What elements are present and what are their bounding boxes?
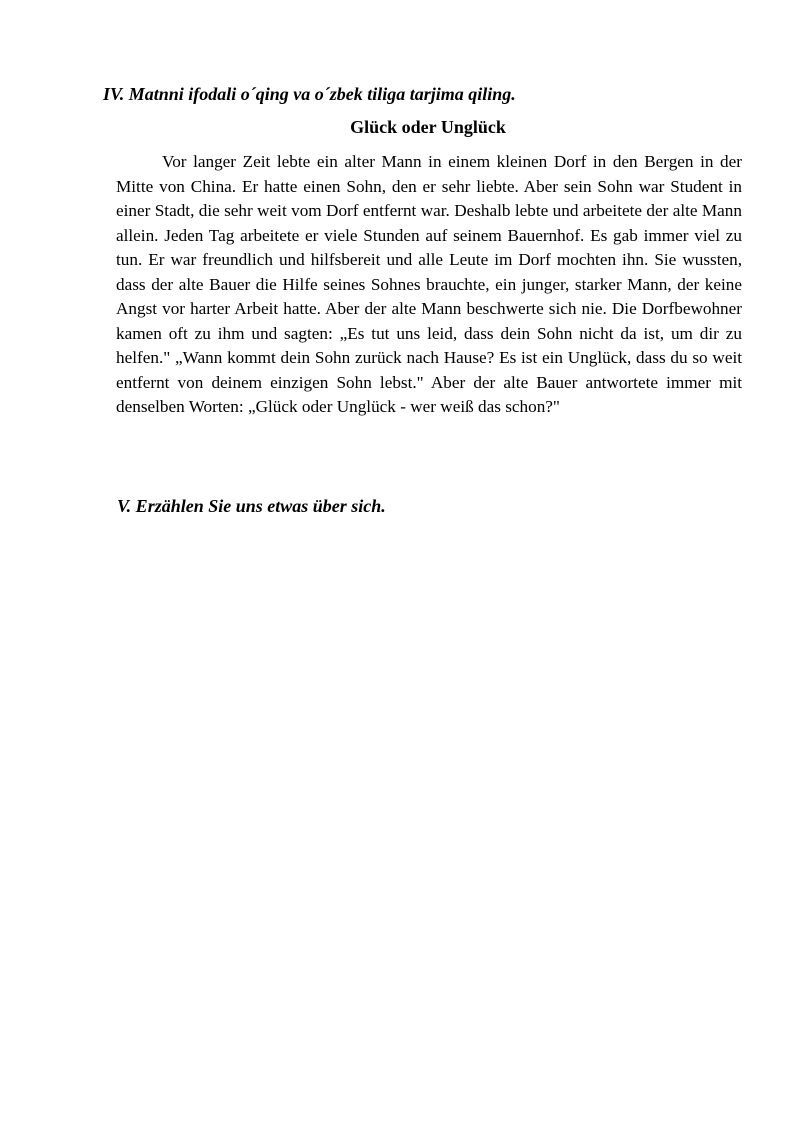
task-4-heading: IV. Matnni ifodali o´qing va o´zbek tiliga tarjima qiling. — [103, 84, 516, 104]
story-title: Glück oder Unglück — [350, 117, 506, 137]
task-5-heading: V. Erzählen Sie uns etwas über sich. — [117, 496, 386, 516]
story-paragraph: Vor langer Zeit lebte ein alter Mann in einem kleinen Dorf in den Bergen in der Mitte von China. Er hatte einen Sohn, den er sehr liebte. Aber sein Sohn war Student in einer Stadt, die sehr weit vom Dorf entfernt war. Deshalb lebte und arbeitete der alte Mann allein. Jeden Tag arbeitete er viele Stunden auf seinem Bauernhof. Es gab immer viel zu tun. Er war freundlich und hilfsbereit und alle Leute im Dorf mochten ihn. Sie wussten, dass der alte Bauer die Hilfe seines Sohnes brauchte, ein junger, starker Mann, der keine Angst vor harter Arbeit hatte. Aber der alte Mann beschwerte sich nie. Die Dorfbewohner kamen oft zu ihm und sagten: „Es tut uns leid, dass dein Sohn nicht da ist, um dir zu helfen." „Wann kommt dein Sohn zurück nach Hause? Es ist ein Unglück, dass du so weit entfernt von deinem einzigen Sohn lebst." Aber der alte Bauer antwortete immer mit denselben Worten: „Glück oder Unglück - wer weiß das schon?" — [116, 152, 742, 416]
